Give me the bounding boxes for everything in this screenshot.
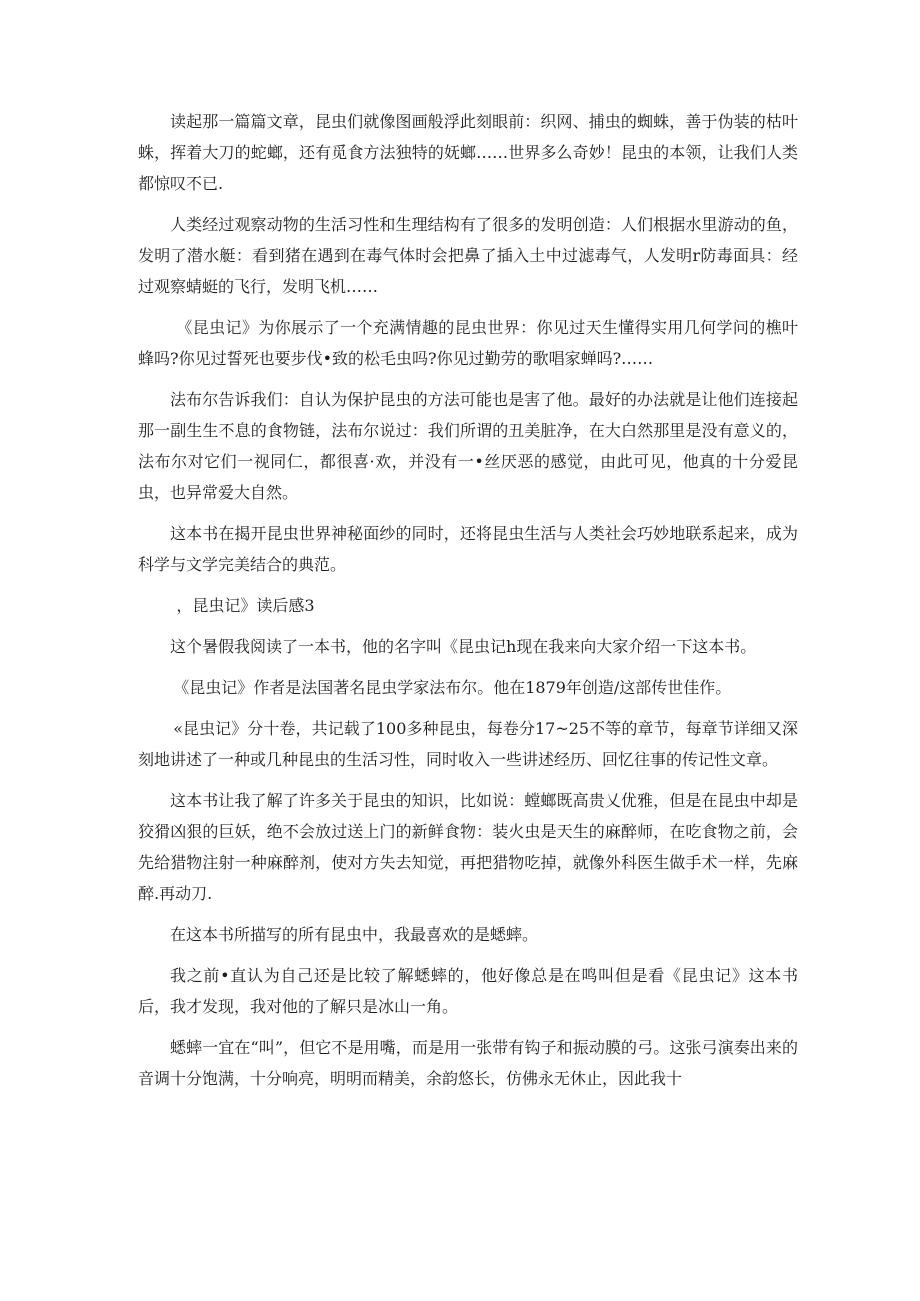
paragraph-7: 《昆虫记》作者是法国著名昆虫学家法布尔。他在1879年创造/这部传世佳作。 bbox=[173, 678, 732, 697]
paragraph-10: 在这本书所描写的所有昆虫中，我最喜欢的是蟋蟀。 bbox=[170, 925, 539, 944]
paragraph-9: 这本书让我了解了许多关于昆虫的知识，比如说：螳螂既高贵乂优雅，但是在昆虫中却是狡猾凶狠的巨妖，绝不会放过送上门的新鲜食物：装火虫是天生的麻醉师，在吃食物之前，会先给猎物注射一种麻醉剂，使对方失去知觉，再把猎物吃掉，就像外科医生做手术一样，先麻醉.再动刀. bbox=[138, 791, 798, 903]
paragraph-8: «昆虫记》分十卷，共记载了100多种昆虫，每卷分17~25不等的章节，每章节详细又深刻地讲述了一种或几种昆虫的生活习性，同时收入一些讲述经历、回忆往事的传记性文章。 bbox=[138, 719, 798, 769]
paragraph-1: 读起那一篇篇文章，昆虫们就像图画般浮此刻眼前：织网、捕虫的蜘蛛，善于伪装的枯叶蛛，挥着大刀的蛇螂，还有觅食方法独特的妩螂……世界多么奇妙！昆虫的本领，让我们人类都惊叹不已. bbox=[138, 112, 798, 193]
paragraph-12: 蟋蟀一宜在“叫”，但它不是用嘴，而是用一张带有钩子和振动膜的弓。这张弓演奏出来的音调十分饱满，十分响亮，明明而精美，余韵悠长，仿佛永无休止，因此我十 bbox=[138, 1038, 798, 1088]
paragraph-3: 《昆虫记》为你展示了一个充满情趣的昆虫世界：你见过天生懂得实用几何学问的樵叶蜂吗?你见过誓死也要步伐•致的松毛虫吗?你见过勤劳的歌唱家蝉吗?…… bbox=[138, 318, 798, 368]
section-heading: ，昆虫记》读后感3 bbox=[176, 596, 315, 615]
paragraph-2: 人类经过观察动物的生活习性和生理结构有了很多的发明创造：人们根据水里游动的鱼，发明了潜水艇：看到猪在遇到在毒气体时会把鼻了插入土中过滤毒气，人发明r防毒面具：经过观察蜻蜓的飞行，发明飞机…… bbox=[138, 215, 798, 296]
paragraph-5: 这本书在揭开昆虫世界神秘面纱的同时，还将昆虫生活与人类社会巧妙地联系起来，成为科学与文学完美结合的典范。 bbox=[138, 524, 798, 574]
paragraph-4: 法布尔告诉我们：自认为保护昆虫的方法可能也是害了他。最好的办法就是让他们连接起那一副生生不息的食物链，法布尔说过：我们所谓的丑美脏净，在大白然那里是没有意义的，法布尔对它们一视同仁，都很喜·欢，并没有一•丝厌恶的感觉，由此可见，他真的十分爱昆虫，也异常爱大自然。 bbox=[138, 390, 798, 502]
paragraph-6: 这个暑假我阅读了一本书，他的名字叫《昆虫记h现在我来向大家介绍一下这本书。 bbox=[170, 637, 757, 656]
paragraph-11: 我之前•直认为自己还是比较了解蟋蟀的，他好像总是在鸣叫但是看《昆虫记》这本书后，我才发现，我对他的了解只是冰山一角。 bbox=[138, 966, 798, 1016]
document-body bbox=[138, 106, 798, 1104]
